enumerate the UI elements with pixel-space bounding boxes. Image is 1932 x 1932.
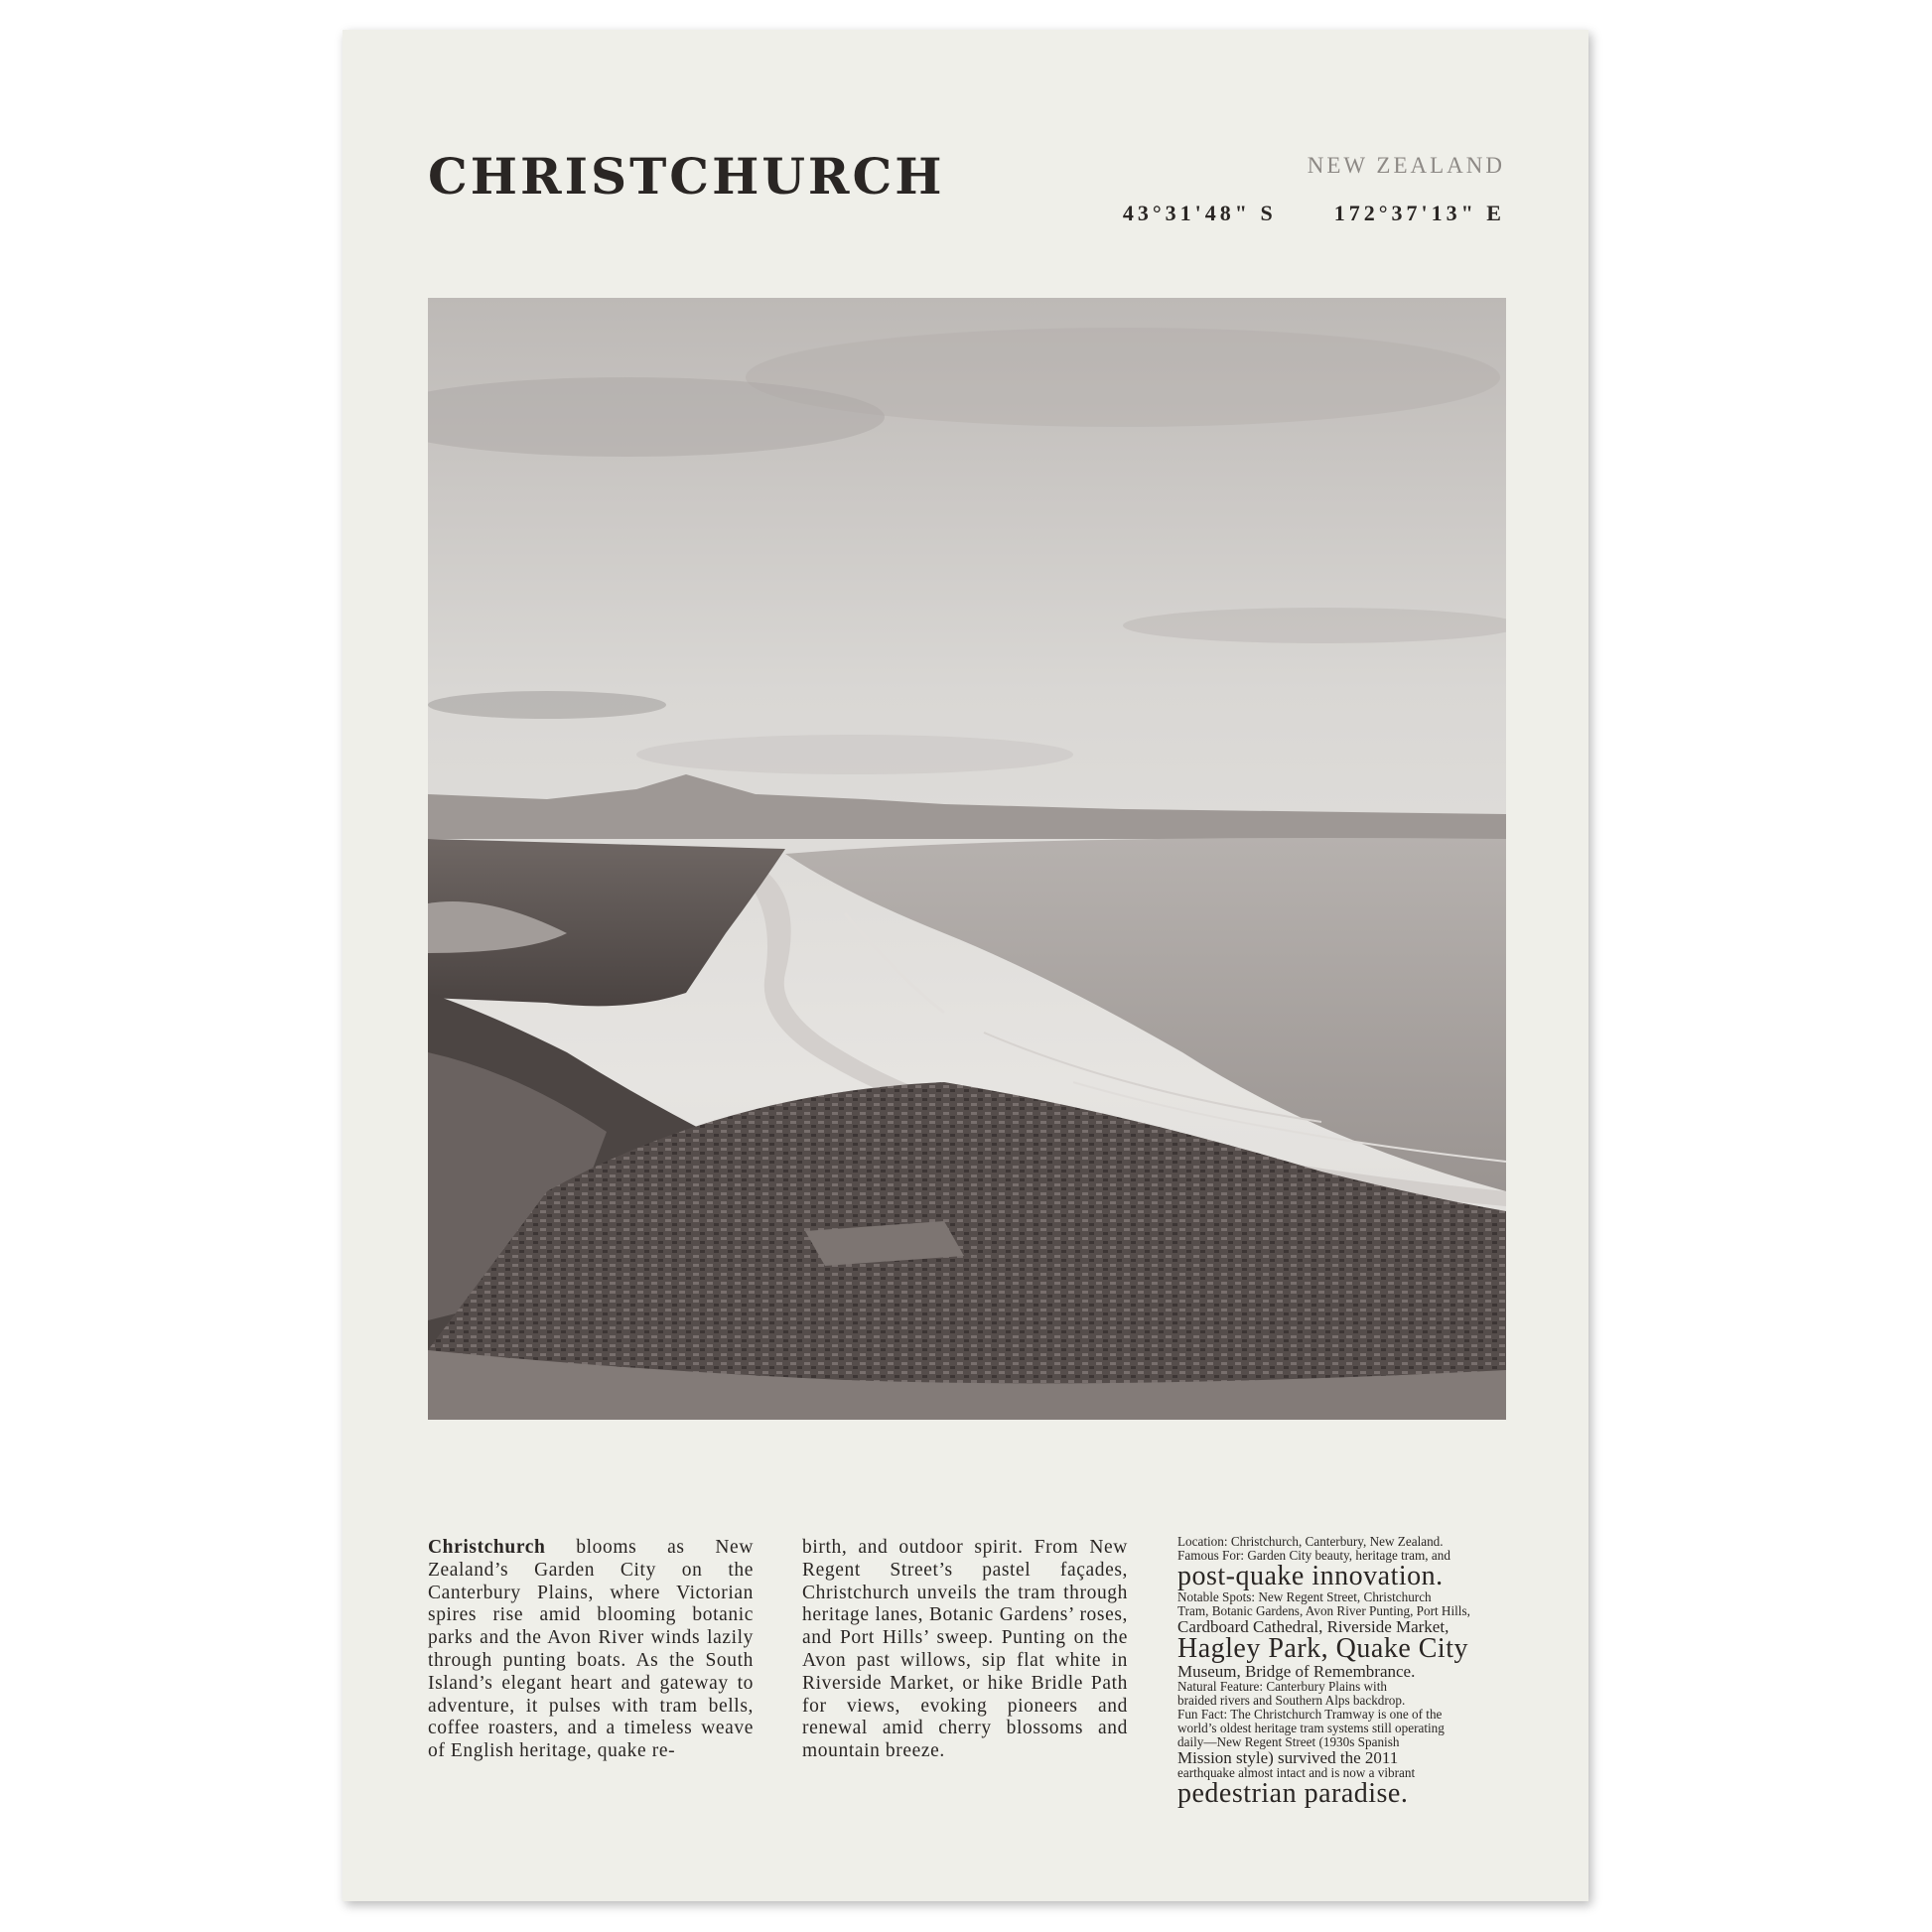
fact-line-medium: Mission style) survived the 2011	[1177, 1748, 1399, 1767]
description-lead: Christchurch	[428, 1537, 546, 1558]
fact-line: Fun Fact: The Christchurch Tramway is one of the	[1177, 1707, 1443, 1722]
fact-line: Tram, Botanic Gardens, Avon River Punting, Port Hills,	[1177, 1603, 1470, 1618]
fact-line: world’s oldest heritage tram systems still operating	[1177, 1721, 1445, 1735]
fact-line: Natural Feature: Canterbury Plains with	[1177, 1679, 1387, 1694]
country-label: NEW ZEALAND	[1307, 153, 1505, 178]
description-text-1: blooms as New Zealand’s Garden City on the Canterbury Plains, where Victorian spires rise amid blooming botanic parks and the Avon River winds lazily through punting boats. As the South Island’s elegant heart and gateway to adventure, it pulses with tram bells, coffee roasters, and a timeless weave of English heritage, quake re-	[428, 1537, 754, 1762]
longitude: 172°37'13" E	[1333, 201, 1505, 225]
coastal-landscape-photo	[428, 298, 1506, 1420]
fact-line: Notable Spots: New Regent Street, Christchurch	[1177, 1589, 1432, 1604]
latitude: 43°31'48" S	[1122, 201, 1277, 225]
photo-illustration	[428, 298, 1506, 1420]
coordinates	[1123, 201, 1505, 226]
facts-block	[1177, 1535, 1506, 1808]
description-column-1	[428, 1537, 754, 1763]
fact-line: braided rivers and Southern Alps backdrop.	[1177, 1693, 1406, 1708]
fact-line: Famous For: Garden City beauty, heritage tram, and	[1177, 1548, 1450, 1563]
description-column-2	[802, 1537, 1128, 1763]
city-title: CHRISTCHURCH	[428, 147, 945, 206]
fact-line: Location: Christchurch, Canterbury, New Zealand.	[1177, 1534, 1444, 1549]
fact-line: daily—New Regent Street (1930s Spanish	[1177, 1734, 1400, 1749]
fact-line-medium: Museum, Bridge of Remembrance.	[1177, 1662, 1416, 1681]
poster	[343, 30, 1588, 1901]
fact-line-medium: Cardboard Cathedral, Riverside Market,	[1177, 1617, 1449, 1636]
fact-line: earthquake almost intact and is now a vibrant	[1177, 1765, 1416, 1780]
fact-line-large: pedestrian paradise.	[1177, 1778, 1409, 1809]
fact-line-large: post-quake innovation.	[1177, 1561, 1444, 1591]
fact-line-large: Hagley Park, Quake City	[1177, 1633, 1468, 1664]
description-text-2: birth, and outdoor spirit. From New Regent Street’s pastel façades, Christchurch unveils the tram through heritage lanes, Botanic Gardens’ roses, and Port Hills’ sweep. Punting on the Avon past willows, sip flat white in Riverside Market, or hike Bridle Path for views, evoking pioneers and renewal amid cherry blossoms and mountain breeze.	[802, 1537, 1128, 1762]
